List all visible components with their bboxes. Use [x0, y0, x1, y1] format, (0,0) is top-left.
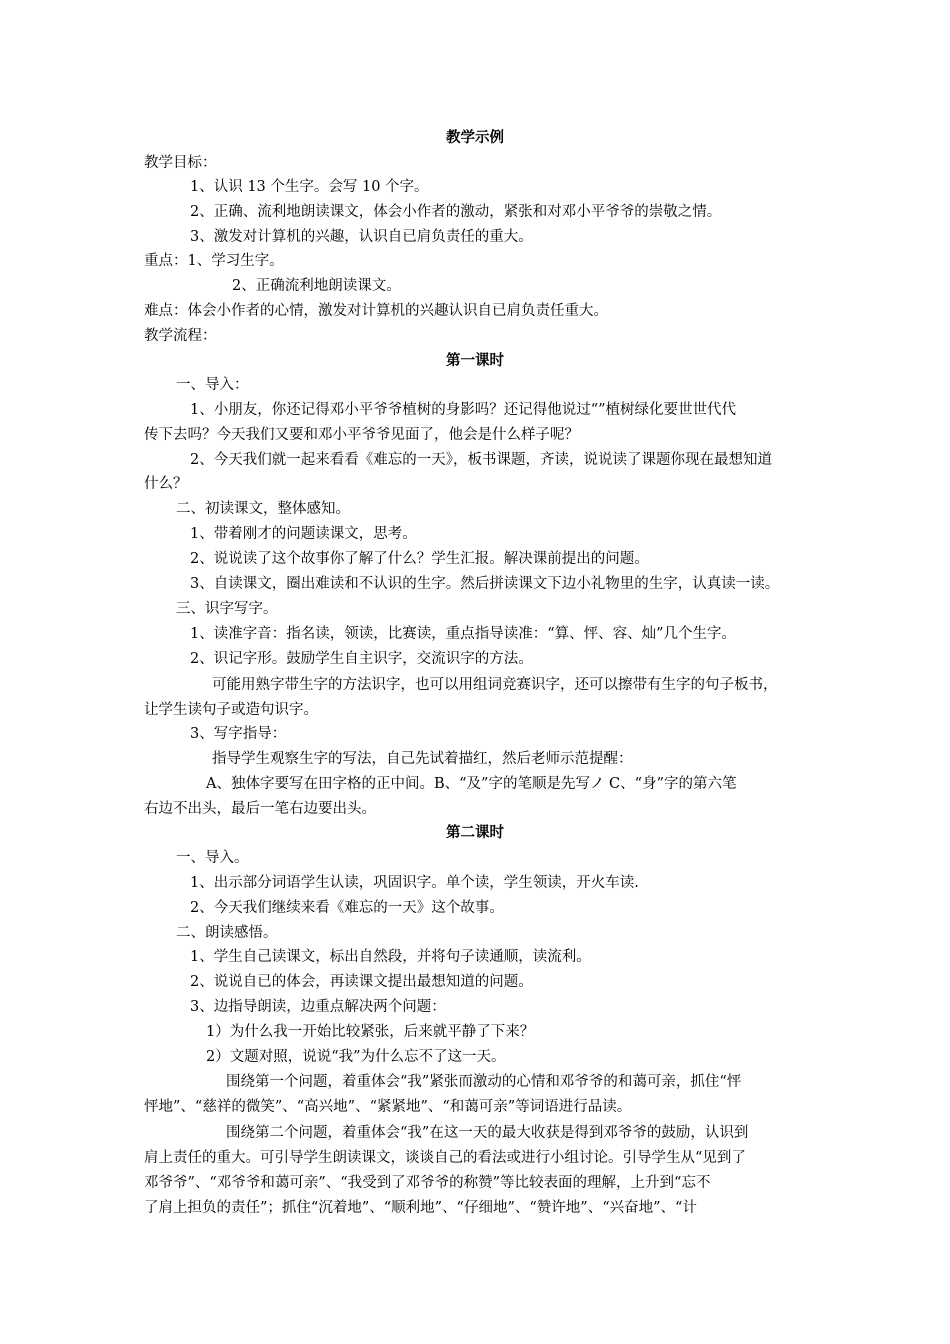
document-title: 教学示例	[446, 129, 504, 146]
lesson-1-title: 第一课时	[446, 352, 504, 369]
paragraph-line: 了肩上担负的责任”；抓住“沉着地”、“顺利地”、“仔细地”、“赞许地”、“兴奋地”、“计	[144, 1200, 697, 1216]
paragraph-line: 什么？	[144, 476, 188, 492]
section-heading: 一、导入。	[176, 850, 249, 866]
paragraph-line: 围绕第二个问题，着重体会“我”在这一天的最大收获是得到邓爷爷的鼓励，认识到	[226, 1125, 749, 1141]
section-heading: 一、导入：	[176, 377, 249, 393]
list-item: 3、边指导朗读，边重点解决两个问题：	[190, 999, 446, 1015]
question-item: 2）文题对照，说说“我”为什么忘不了这一天。	[206, 1049, 506, 1065]
paragraph-line: 右边不出头，最后一笔右边要出头。	[144, 801, 376, 817]
list-item: 3、自读课文，圈出难读和不认识的生字。然后拼读课文下边小礼物里的生字，认真读一读。	[190, 576, 780, 592]
list-item: 1、出示部分词语学生认读，巩固识字。单个读，学生领读，开火车读.	[190, 875, 639, 891]
flow-heading: 教学流程：	[144, 328, 217, 344]
list-item: 2、说说读了这个故事你了解了什么？学生汇报。解决课前提出的问题。	[190, 551, 649, 567]
list-item: 2、识记字形。鼓励学生自主识字，交流识字的方法。	[190, 651, 533, 667]
paragraph-line: A、独体字要写在田字格的正中间。B、“及”字的笔顺是先写ノ C、“身”字的第六笔	[206, 776, 737, 792]
paragraph-line: 2、今天我们就一起来看看《难忘的一天》，板书课题，齐读，说说读了课题你现在最想知道	[190, 452, 772, 468]
paragraph-line: 让学生读句子或造句识字。	[144, 702, 318, 718]
goals-heading: 教学目标：	[144, 155, 217, 171]
paragraph-line: 可能用熟字带生字的方法识字，也可以用组词竞赛识字，还可以擦带有生字的句子板书，	[212, 677, 778, 693]
paragraph-line: 怦地”、“慈祥的微笑”、“高兴地”、“紧紧地”、“和蔼可亲”等词语进行品读。	[144, 1099, 632, 1115]
section-heading: 二、朗读感悟。	[176, 925, 278, 941]
goal-item: 2、正确、流利地朗读课文，体会小作者的激动，紧张和对邓小平爷爷的崇敬之情。	[190, 204, 722, 220]
paragraph-line: 肩上责任的重大。可引导学生朗读课文，谈谈自己的看法或进行小组讨论。引导学生从“见到了	[144, 1150, 746, 1166]
paragraph-line: 1、小朋友，你还记得邓小平爷爷植树的身影吗？还记得他说过“”植树绿化要世世代代	[190, 402, 737, 418]
goal-item: 1、认识 13 个生字。会写 10 个字。	[190, 179, 429, 195]
list-item: 2、说说自已的体会，再读课文提出最想知道的问题。	[190, 974, 533, 990]
question-item: 1）为什么我一开始比较紧张，后来就平静了下来？	[206, 1024, 535, 1040]
paragraph-line: 传下去吗？今天我们又要和邓小平爷爷见面了，他会是什么样子呢？	[144, 427, 579, 443]
section-heading: 二、初读课文，整体感知。	[176, 501, 350, 517]
key-point: 2、正确流利地朗读课文。	[232, 278, 401, 294]
paragraph-line: 围绕第一个问题，着重体会“我”紧张而激动的心情和邓爷爷的和蔼可亲，抓住“怦	[226, 1074, 742, 1090]
list-item: 3、写字指导：	[190, 726, 287, 742]
difficulty: 难点：体会小作者的心情，激发对计算机的兴趣认识自已肩负责任重大。	[144, 303, 608, 319]
goal-item: 3、激发对计算机的兴趣，认识自已肩负责任的重大。	[190, 229, 533, 245]
lesson-2-title: 第二课时	[446, 824, 504, 841]
paragraph-line: 指导学生观察生字的写法，自己先试着描红，然后老师示范提醒：	[212, 751, 633, 767]
list-item: 1、读准字音：指名读，领读，比赛读，重点指导读准：“算、怦、容、灿”几个生字。	[190, 626, 737, 642]
section-heading: 三、识字写字。	[176, 601, 278, 617]
list-item: 1、带着刚才的问题读课文，思考。	[190, 526, 417, 542]
list-item: 2、今天我们继续来看《难忘的一天》这个故事。	[190, 900, 504, 916]
list-item: 1、学生自己读课文，标出自然段，并将句子读通顺，读流利。	[190, 949, 591, 965]
paragraph-line: 邓爷爷”、“邓爷爷和蔼可亲”、“我受到了邓爷爷的称赞”等比较表面的理解，上升到“忘不	[144, 1175, 711, 1191]
key-point: 重点：1、学习生字。	[144, 253, 284, 269]
